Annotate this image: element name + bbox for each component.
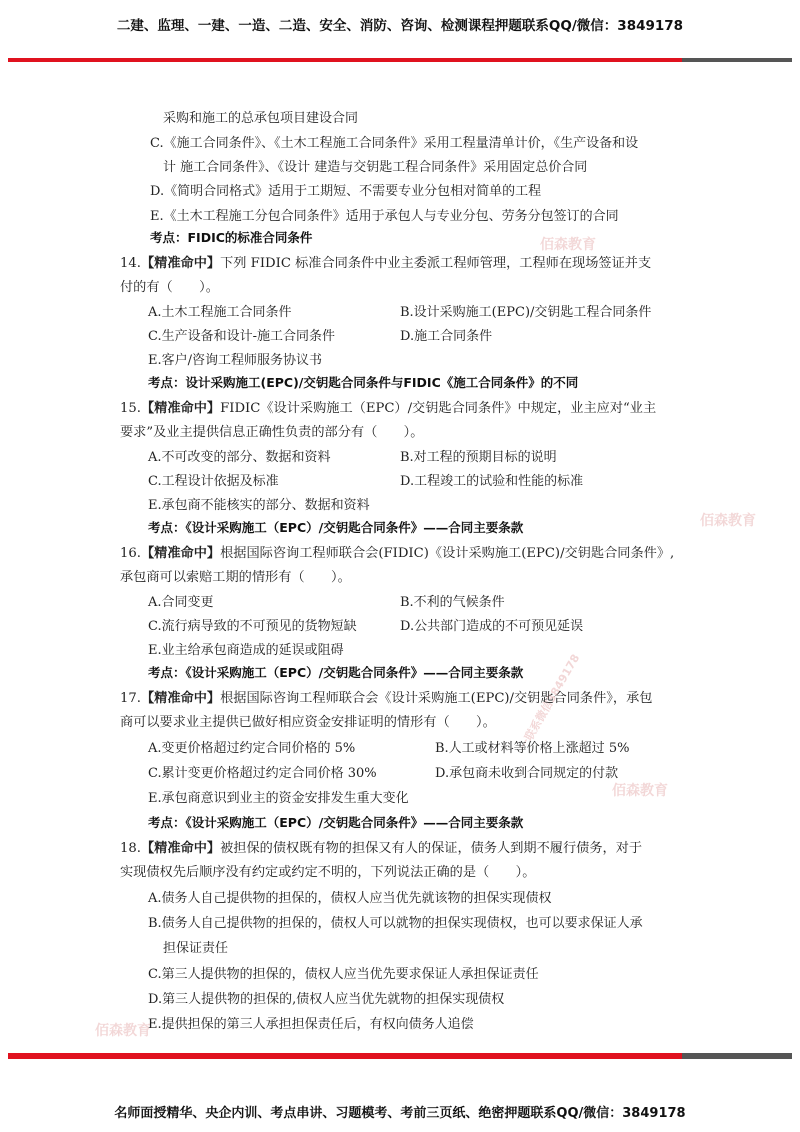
question-15-stem-line1 — [120, 397, 656, 416]
question-18-option-e: E.提供担保的第三人承担担保责任后，有权向债务人追偿 — [148, 1017, 474, 1032]
question-18-option-c: C.第三人提供物的担保的，债权人应当优先要求保证人承担保证责任 — [148, 967, 539, 982]
watermark-logo: 佰森教育 — [540, 237, 596, 253]
watermark-logo: 佰森教育 — [700, 513, 756, 529]
page-header: 二建、监理、一建、一造、二造、安全、消防、咨询、检测课程押题联系QQ/微信：3849178 — [116, 18, 684, 34]
question-14-stem-line2: 付的有（ ）。 — [120, 280, 219, 295]
question-18-option-b-line1: B.债务人自己提供物的担保的，债权人可以就物的担保实现债权，也可以要求保证人承 — [148, 916, 643, 931]
question-18-option-a: A.债务人自己提供物的担保的，债权人应当优先就该物的担保实现债权 — [148, 891, 552, 906]
question-number: 16. — [120, 546, 141, 561]
question-14-option-e: E.客户/咨询工程师服务协议书 — [148, 353, 323, 368]
question-18-stem-line1 — [120, 837, 642, 856]
question-18-option-d: D.第三人提供物的担保的,债权人应当优先就物的担保实现债权 — [148, 992, 505, 1007]
question-15-option-b: B.对工程的预期目标的说明 — [400, 450, 557, 465]
question-stem: FIDIC《设计采购施工（EPC）/交钥匙合同条件》中规定，业主应对“业主 — [220, 401, 657, 416]
question-number: 15. — [120, 401, 141, 416]
question-stem: 根据国际咨询工程师联合会(FIDIC)《设计采购施工(EPC)/交钥匙合同条件》, — [220, 546, 675, 561]
question-17-option-b: B.人工或材料等价格上涨超过 5% — [435, 741, 630, 756]
question-tag: 【精准命中】 — [140, 691, 221, 706]
question-17-option-a: A.变更价格超过约定合同价格的 5% — [148, 741, 356, 756]
question-number: 14. — [120, 256, 141, 271]
question-15-option-d: D.工程竣工的试验和性能的标准 — [400, 474, 584, 489]
question-14-option-a: A.土木工程施工合同条件 — [148, 305, 292, 320]
question-16-stem-line1 — [120, 542, 674, 561]
question-14-stem-line1 — [120, 252, 651, 271]
question-17-option-c: C.累计变更价格超过约定合同价格 30% — [148, 766, 377, 781]
question-15-stem-line2: 要求”及业主提供信息正确性负责的部分有（ ）。 — [120, 425, 424, 440]
question-tag: 【精准命中】 — [140, 401, 221, 416]
prev-option-d: D.《简明合同格式》适用于工期短、不需要专业分包相对简单的工程 — [150, 184, 542, 199]
question-16-key-point: 考点：《设计采购施工（EPC）/交钥匙合同条件》——合同主要条款 — [148, 665, 524, 680]
question-16-option-d: D.公共部门造成的不可预见延误 — [400, 619, 584, 634]
question-16-option-c: C.流行病导致的不可预见的货物短缺 — [148, 619, 357, 634]
question-stem: 被担保的债权既有物的担保又有人的保证，债务人到期不履行债务，对于 — [220, 841, 643, 856]
question-14-option-c: C.生产设备和设计-施工合同条件 — [148, 329, 336, 344]
question-16-stem-line2: 承包商可以索赔工期的情形有（ ）。 — [120, 570, 351, 585]
question-stem: 根据国际咨询工程师联合会《设计采购施工(EPC)/交钥匙合同条件》，承包 — [220, 691, 653, 706]
header-divider — [8, 58, 792, 62]
question-16-option-a: A.合同变更 — [148, 595, 214, 610]
question-15-option-c: C.工程设计依据及标准 — [148, 474, 279, 489]
question-17-option-e: E.承包商意识到业主的资金安排发生重大变化 — [148, 791, 409, 806]
question-18-stem-line2: 实现债权先后顺序没有约定或约定不明的，下列说法正确的是（ ）。 — [120, 865, 536, 880]
watermark-contact: 一联系微信3849178 — [516, 651, 583, 753]
watermark-logo: 佰森教育 — [95, 1023, 151, 1039]
question-14-option-b: B.设计采购施工(EPC)/交钥匙工程合同条件 — [400, 305, 652, 320]
page-footer: 名师面授精华、央企内训、考点串讲、习题模考、考前三页纸、绝密押题联系QQ/微信：3849178 — [114, 1106, 686, 1121]
question-15-option-e: E.承包商不能核实的部分、数据和资料 — [148, 498, 370, 513]
question-14-option-d: D.施工合同条件 — [400, 329, 493, 344]
question-tag: 【精准命中】 — [140, 841, 221, 856]
prev-option-c-line2: 计 施工合同条件》、《设计 建造与交钥匙工程合同条件》采用固定总价合同 — [163, 160, 588, 175]
prev-option-e: E.《土木工程施工分包合同条件》适用于承包人与专业分包、劳务分包签订的合同 — [150, 209, 619, 224]
question-17-option-d: D.承包商未收到合同规定的付款 — [435, 766, 619, 781]
question-number: 18. — [120, 841, 141, 856]
question-17-stem-line1 — [120, 687, 652, 706]
question-15-key-point: 考点：《设计采购施工（EPC）/交钥匙合同条件》——合同主要条款 — [148, 520, 524, 535]
question-tag: 【精准命中】 — [140, 546, 221, 561]
question-17-stem-line2: 商可以要求业主提供已做好相应资金安排证明的情形有（ ）。 — [120, 715, 496, 730]
question-14-key-point: 考点：设计采购施工(EPC)/交钥匙合同条件与FIDIC《施工合同条件》的不同 — [148, 375, 579, 390]
question-tag: 【精准命中】 — [140, 256, 221, 271]
question-stem: 下列 FIDIC 标准合同条件中业主委派工程师管理，工程师在现场签证并支 — [220, 256, 652, 271]
prev-option-c-line1: C.《施工合同条件》、《土木工程施工合同条件》采用工程量清单计价，《生产设备和设 — [150, 136, 639, 151]
question-number: 17. — [120, 691, 141, 706]
question-16-option-b: B.不利的气候条件 — [400, 595, 505, 610]
question-18-option-b-line2: 担保证责任 — [163, 941, 229, 956]
watermark-logo: 佰森教育 — [612, 783, 668, 799]
question-15-option-a: A.不可改变的部分、数据和资料 — [148, 450, 331, 465]
prev-option-cont: 采购和施工的总承包项目建设合同 — [163, 111, 359, 126]
prev-key-point: 考点：FIDIC的标准合同条件 — [150, 230, 313, 245]
question-16-option-e: E.业主给承包商造成的延误或阻碍 — [148, 643, 344, 658]
footer-divider — [8, 1053, 792, 1059]
question-17-key-point: 考点：《设计采购施工（EPC）/交钥匙合同条件》——合同主要条款 — [148, 815, 524, 830]
